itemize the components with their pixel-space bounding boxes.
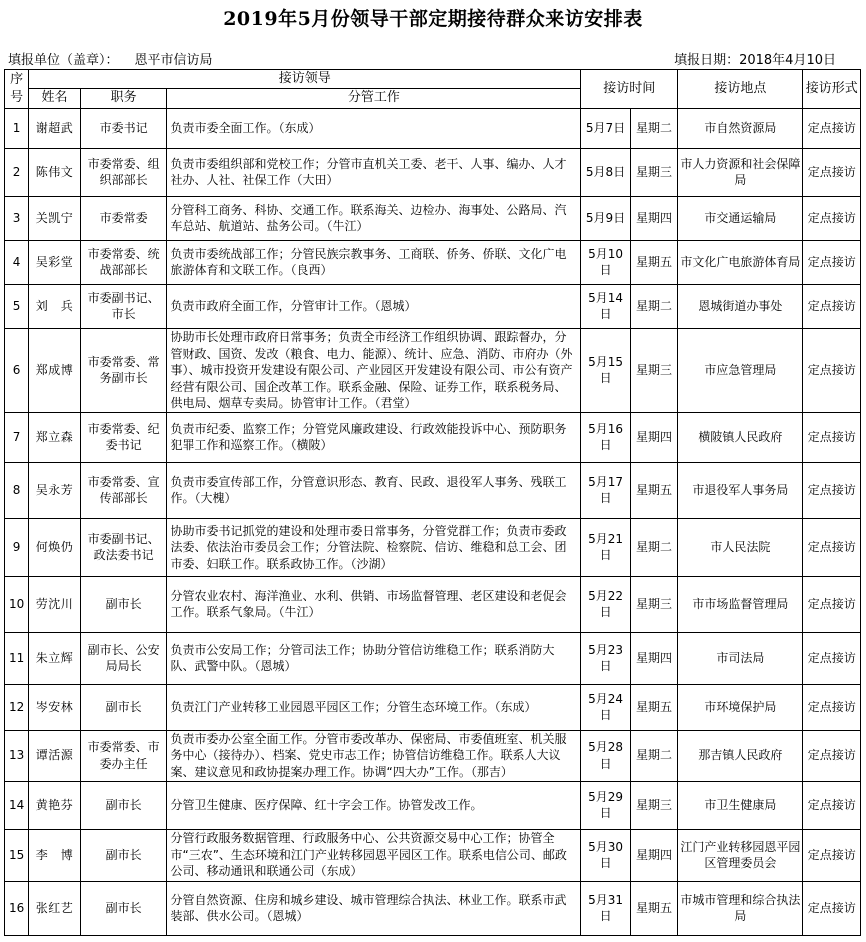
- cell-place: 市自然资源局: [678, 108, 803, 148]
- cell-name: 陈伟文: [29, 148, 80, 196]
- cell-seq: 11: [5, 632, 29, 684]
- cell-date: 5月22日: [581, 576, 630, 632]
- cell-duties: 分管科工商务、科协、交通工作。联系海关、边检办、海事处、公路局、汽车总站、航道站、盐务公司。（牛江）: [167, 196, 581, 240]
- cell-form: 定点接访: [803, 829, 861, 881]
- cell-weekday: 星期四: [630, 632, 677, 684]
- cell-form: 定点接访: [803, 576, 861, 632]
- cell-name: 黄艳芬: [29, 781, 80, 829]
- cell-duties: 负责市委办公室全面工作。分管市委改革办、保密局、市委值班室、机关服务中心（接待办）、档案、党史市志工作；协管信访维稳工作。联系人大议案、建议意见和政协提案办理工作。协调“四大办”工作。（那吉）: [167, 730, 581, 781]
- cell-place: 市交通运输局: [678, 196, 803, 240]
- cell-date: 5月7日: [581, 108, 630, 148]
- cell-form: 定点接访: [803, 284, 861, 328]
- cell-date: 5月17日: [581, 462, 630, 518]
- cell-position: 市委常委、常务副市长: [80, 328, 167, 412]
- reporting-date: [674, 49, 836, 68]
- cell-weekday: 星期三: [630, 328, 677, 412]
- cell-form: 定点接访: [803, 518, 861, 576]
- table-row: [5, 730, 861, 781]
- cell-position: 副市长: [80, 829, 167, 881]
- page-title: 2019年5月份领导干部定期接待群众来访安排表: [223, 8, 643, 30]
- cell-weekday: 星期四: [630, 196, 677, 240]
- table-row: [5, 108, 861, 148]
- cell-duties: 负责市纪委、监察工作；分管党风廉政建设、行政效能投诉中心、预防职务犯罪工作和巡察工作。（横陂）: [167, 412, 581, 462]
- cell-position: 市委常委、宣传部部长: [80, 462, 167, 518]
- cell-position: 副市长: [80, 576, 167, 632]
- cell-date: 5月28日: [581, 730, 630, 781]
- cell-name: 吴彩堂: [29, 240, 80, 284]
- cell-seq: 2: [5, 148, 29, 196]
- cell-date: 5月30日: [581, 829, 630, 881]
- reporting-unit-label: 填报单位（盖章）：: [8, 53, 119, 68]
- cell-place: 市文化广电旅游体育局: [678, 240, 803, 284]
- cell-duties: 负责市委组织部和党校工作；分管市直机关工委、老干、人事、编办、人才社办、人社、社保工作（大田）: [167, 148, 581, 196]
- cell-seq: 15: [5, 829, 29, 881]
- cell-date: 5月31日: [581, 881, 630, 935]
- table-row: [5, 462, 861, 518]
- cell-name: 朱立辉: [29, 632, 80, 684]
- cell-seq: 7: [5, 412, 29, 462]
- cell-seq: 4: [5, 240, 29, 284]
- cell-seq: 1: [5, 108, 29, 148]
- cell-form: 定点接访: [803, 684, 861, 730]
- cell-weekday: 星期二: [630, 108, 677, 148]
- cell-form: 定点接访: [803, 148, 861, 196]
- cell-name: 李 博: [29, 829, 80, 881]
- cell-seq: 13: [5, 730, 29, 781]
- cell-position: 市委书记: [80, 108, 167, 148]
- cell-place: 市环境保护局: [678, 684, 803, 730]
- cell-duties: 负责市委全面工作。（东成）: [167, 108, 581, 148]
- cell-name: 吴永芳: [29, 462, 80, 518]
- reporting-date-label: 填报日期：: [674, 53, 740, 68]
- cell-position: 市委常委、组织部部长: [80, 148, 167, 196]
- cell-name: 刘 兵: [29, 284, 80, 328]
- cell-position: 副市长: [80, 684, 167, 730]
- cell-seq: 16: [5, 881, 29, 935]
- cell-form: 定点接访: [803, 881, 861, 935]
- cell-position: 市委副书记、政法委书记: [80, 518, 167, 576]
- table-row: [5, 829, 861, 881]
- reporting-unit-value: 恩平市信访局: [134, 53, 213, 68]
- header-place: 接访地点: [678, 70, 803, 109]
- cell-name: 谢超武: [29, 108, 80, 148]
- cell-place: 那吉镇人民政府: [678, 730, 803, 781]
- cell-duties: 负责市委统战部工作；分管民族宗教事务、工商联、侨务、侨联、文化广电旅游体育和文联工作。（良西）: [167, 240, 581, 284]
- cell-duties: 负责市政府全面工作，分管审计工作。（恩城）: [167, 284, 581, 328]
- header-name: 姓名: [29, 88, 80, 108]
- cell-duties: 协助市委书记抓党的建设和处理市委日常事务，分管党群工作；负责市委政法委、依法治市委员会工作；分管法院、检察院、信访、维稳和总工会、团市委、妇联工作。联系政协工作。（沙湖）: [167, 518, 581, 576]
- header-leader-group: 接访领导: [29, 70, 581, 89]
- cell-form: 定点接访: [803, 240, 861, 284]
- cell-place: 市卫生健康局: [678, 781, 803, 829]
- cell-weekday: 星期五: [630, 240, 677, 284]
- cell-place: 市城市管理和综合执法局: [678, 881, 803, 935]
- cell-seq: 8: [5, 462, 29, 518]
- cell-name: 何焕仍: [29, 518, 80, 576]
- cell-form: 定点接访: [803, 412, 861, 462]
- cell-place: 市人民法院: [678, 518, 803, 576]
- header-seq: 序号: [5, 70, 29, 109]
- table-row: [5, 196, 861, 240]
- cell-date: 5月21日: [581, 518, 630, 576]
- cell-form: 定点接访: [803, 781, 861, 829]
- table-row: [5, 240, 861, 284]
- table-row: [5, 518, 861, 576]
- table-row: [5, 881, 861, 935]
- cell-weekday: 星期三: [630, 576, 677, 632]
- cell-date: 5月8日: [581, 148, 630, 196]
- cell-form: 定点接访: [803, 632, 861, 684]
- header-row: [5, 70, 861, 89]
- cell-name: 郑立森: [29, 412, 80, 462]
- cell-position: 市委常委、市委办主任: [80, 730, 167, 781]
- cell-form: 定点接访: [803, 730, 861, 781]
- cell-weekday: 星期五: [630, 462, 677, 518]
- cell-weekday: 星期三: [630, 148, 677, 196]
- cell-duties: 协助市长处理市政府日常事务；负责全市经济工作组织协调、跟踪督办，分管财政、国资、发改（粮食、电力、能源）、统计、应急、消防、市府办（外事）、城市投资开发建设有限公司、产业园区开发建设有限公司、市公有资产经营有限公司、国企改革工作。联系金融、保险、证券工作，联系税务局、供电局、烟草专卖局。协管审计工作。（君堂）: [167, 328, 581, 412]
- cell-position: 副市长、公安局局长: [80, 632, 167, 684]
- cell-seq: 12: [5, 684, 29, 730]
- table-row: [5, 781, 861, 829]
- cell-place: 市司法局: [678, 632, 803, 684]
- cell-weekday: 星期二: [630, 730, 677, 781]
- cell-date: 5月24日: [581, 684, 630, 730]
- cell-seq: 9: [5, 518, 29, 576]
- cell-weekday: 星期五: [630, 684, 677, 730]
- table-row: [5, 284, 861, 328]
- cell-weekday: 星期五: [630, 881, 677, 935]
- table-row: [5, 576, 861, 632]
- cell-place: 市应急管理局: [678, 328, 803, 412]
- cell-place: 横陂镇人民政府: [678, 412, 803, 462]
- cell-duties: 分管农业农村、海洋渔业、水利、供销、市场监督管理、老区建设和老促会工作。联系气象局。（牛江）: [167, 576, 581, 632]
- cell-duties: 分管行政服务数据管理、行政服务中心、公共资源交易中心工作；协管全市“三农”、生态环境和江门产业转移园恩平园区工作。联系电信公司、邮政公司、移动通讯和联通公司（东成）: [167, 829, 581, 881]
- cell-place: 市人力资源和社会保障局: [678, 148, 803, 196]
- cell-date: 5月23日: [581, 632, 630, 684]
- cell-seq: 14: [5, 781, 29, 829]
- cell-weekday: 星期二: [630, 284, 677, 328]
- cell-duties: 分管卫生健康、医疗保障、红十字会工作。协管发改工作。: [167, 781, 581, 829]
- table-row: [5, 148, 861, 196]
- cell-place: 市退役军人事务局: [678, 462, 803, 518]
- cell-position: 市委常委: [80, 196, 167, 240]
- cell-duties: 负责市委宣传部工作，分管意识形态、教育、民政、退役军人事务、残联工作。（大槐）: [167, 462, 581, 518]
- cell-date: 5月29日: [581, 781, 630, 829]
- cell-position: 市委常委、纪委书记: [80, 412, 167, 462]
- cell-name: 关凯宁: [29, 196, 80, 240]
- cell-seq: 6: [5, 328, 29, 412]
- cell-place: 江门产业转移园恩平园区管理委员会: [678, 829, 803, 881]
- table-row: [5, 328, 861, 412]
- cell-form: 定点接访: [803, 108, 861, 148]
- table-row: [5, 632, 861, 684]
- cell-date: 5月15日: [581, 328, 630, 412]
- cell-name: 岑安林: [29, 684, 80, 730]
- header-position: 职务: [80, 88, 167, 108]
- cell-date: 5月16日: [581, 412, 630, 462]
- cell-name: 张红艺: [29, 881, 80, 935]
- cell-duties: 分管自然资源、住房和城乡建设、城市管理综合执法、林业工作。联系市武装部、供水公司。（恩城）: [167, 881, 581, 935]
- cell-name: 劳沈川: [29, 576, 80, 632]
- cell-date: 5月14日: [581, 284, 630, 328]
- cell-form: 定点接访: [803, 462, 861, 518]
- cell-place: 市市场监督管理局: [678, 576, 803, 632]
- schedule-table: [4, 69, 861, 936]
- cell-position: 市委副书记、市长: [80, 284, 167, 328]
- header-duties: 分管工作: [167, 88, 581, 108]
- cell-form: 定点接访: [803, 328, 861, 412]
- cell-weekday: 星期二: [630, 518, 677, 576]
- cell-duties: 负责江门产业转移工业园恩平园区工作；分管生态环境工作。（东成）: [167, 684, 581, 730]
- cell-weekday: 星期三: [630, 781, 677, 829]
- schedule-table-body: [5, 70, 861, 936]
- header-form: 接访形式: [803, 70, 861, 109]
- cell-date: 5月10日: [581, 240, 630, 284]
- table-row: [5, 412, 861, 462]
- cell-seq: 3: [5, 196, 29, 240]
- cell-name: 郑成博: [29, 328, 80, 412]
- reporting-date-value: 2018年4月10日: [739, 53, 836, 68]
- reporting-unit: [8, 49, 213, 68]
- cell-name: 谭活源: [29, 730, 80, 781]
- table-row: [5, 684, 861, 730]
- cell-place: 恩城街道办事处: [678, 284, 803, 328]
- cell-weekday: 星期四: [630, 829, 677, 881]
- cell-position: 副市长: [80, 881, 167, 935]
- cell-position: 市委常委、统战部部长: [80, 240, 167, 284]
- cell-form: 定点接访: [803, 196, 861, 240]
- cell-seq: 5: [5, 284, 29, 328]
- cell-seq: 10: [5, 576, 29, 632]
- cell-date: 5月9日: [581, 196, 630, 240]
- cell-duties: 负责市公安局工作；分管司法工作；协助分管信访维稳工作；联系消防大队、武警中队。（恩城）: [167, 632, 581, 684]
- cell-position: 副市长: [80, 781, 167, 829]
- cell-weekday: 星期四: [630, 412, 677, 462]
- header-time: 接访时间: [581, 70, 678, 109]
